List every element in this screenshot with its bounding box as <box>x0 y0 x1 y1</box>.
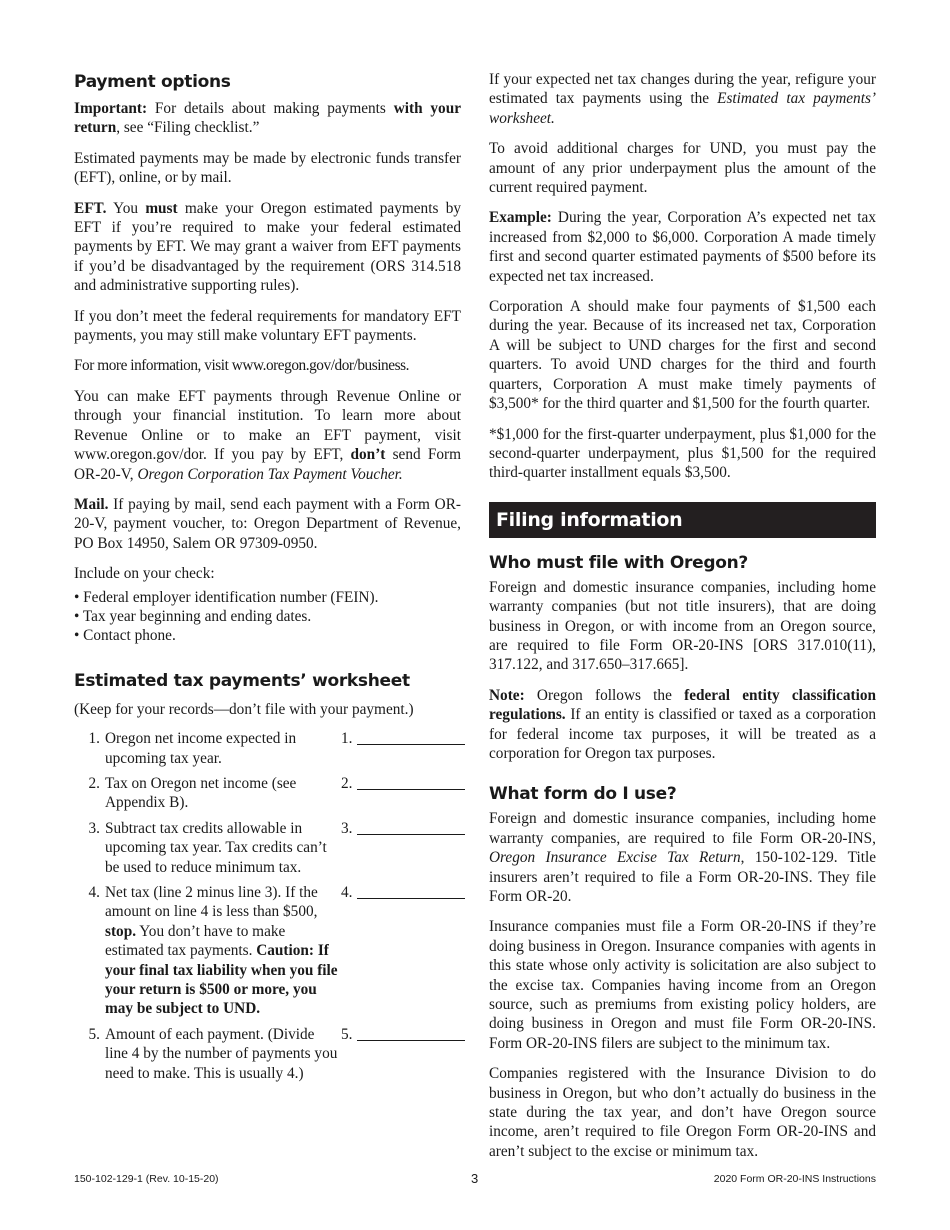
refigure-paragraph: If your expected net tax changes during the year, refigure your estimated tax payments using the Estimated tax payments’ worksheet. <box>489 71 877 127</box>
worksheet-row-text: Amount of each payment. (Divide line 4 by the number of payments you need to make. This is usually 4.) <box>105 1025 338 1082</box>
footnote-paragraph: *$1,000 for the first-quarter underpayment, plus $1,000 for the second-quarter underpayment, plus $1,500 for the required third-quarter installment equals $3,500. <box>489 425 876 482</box>
right-column <box>489 70 876 1172</box>
what-form-paragraph: Foreign and domestic insurance companies, including home warranty companies, are required to file Form OR-20-INS, Oregon Insurance Excise Tax Return, 150-102-129. Title insurers aren’t required to file a Form OR-20-INS. They file Form OR-20. <box>489 810 877 905</box>
worksheet-note: (Keep for your records—don’t file with your payment.) <box>74 700 414 718</box>
registered-companies-paragraph: Companies registered with the Insurance Division to do business in Oregon, but who don’t actually do business in the state during the tax year, and don’t have Oregon source income, aren’t required to file Oregon Form OR-20-INS and aren’t subject to the excise or minimum tax. <box>489 1065 876 1160</box>
revenue-online-paragraph: You can make EFT payments through Revenue Online or through your financial institution. To learn more about Revenue Online or to make an EFT payment, visit www.oregon.gov/dor. If you pay by EFT, don’t send Form OR-20-V, Oregon Corporation Tax Payment Voucher. <box>74 387 462 483</box>
form-number: 150-102-129-1 (Rev. 10-15-20) <box>74 1173 219 1185</box>
worksheet-entry <box>341 774 465 813</box>
worksheet-row-number: 5. <box>88 1025 100 1043</box>
worksheet-row-3 <box>74 819 461 877</box>
worksheet-entry <box>341 883 465 1019</box>
amount-entry-line[interactable] <box>357 883 465 899</box>
worksheet-row-text: Tax on Oregon net income (see Appendix B). <box>105 774 297 812</box>
voluntary-eft-paragraph: If you don’t meet the federal requirements for mandatory EFT payments, you may still make voluntary EFT payments. <box>74 307 461 345</box>
entry-line-number: 5. <box>341 1025 353 1043</box>
left-column <box>74 70 461 1089</box>
who-must-file-paragraph: Foreign and domestic insurance companies, including home warranty companies (but not title insurers), that are doing business in Oregon, or with income from an Oregon source, are required to file Form OR-20-INS [ORS 317.010(11), 317.122, and 317.650–317.665]. <box>489 578 876 674</box>
list-item: • Contact phone. <box>74 627 176 645</box>
doing-business-paragraph: Insurance companies must file a Form OR-20-INS if they’re doing business in Oregon. Insurance companies with agents in this state whose only activity is solicitation are also subject to the excise tax. Companies having income from an Oregon source, such as premiums from existing policy holders, are doing business in Oregon and must file Form OR-20-INS. Form OR-20-INS filers are subject to the minimum tax. <box>489 918 876 1052</box>
amount-entry-line[interactable] <box>357 1025 465 1041</box>
document-title: 2020 Form OR-20-INS Instructions <box>713 1173 876 1185</box>
worksheet-row-number: 1. <box>88 730 100 748</box>
worksheet-table <box>74 729 461 1083</box>
example-paragraph: Example: During the year, Corporation A’s expected net tax increased from $2,000 to $6,000. Corporation A made timely first and second quarter estimated payments of $500 before its expected net tax increased. <box>489 209 876 285</box>
what-form-heading: What form do I use? <box>489 784 677 805</box>
mail-paragraph: Mail. If paying by mail, send each payment with a Form OR-20-V, payment voucher, to: Oregon Department of Revenue, PO Box 14950, Salem OR 97309-0950. <box>74 495 461 552</box>
worksheet-entry <box>341 729 465 768</box>
worksheet-row-4 <box>74 883 461 1019</box>
worksheet-row-5 <box>74 1025 461 1083</box>
list-item: • Tax year beginning and ending dates. <box>74 607 312 625</box>
list-item: • Federal employer identification number (FEIN). <box>74 588 379 606</box>
amount-entry-line[interactable] <box>357 819 465 835</box>
amount-entry-line[interactable] <box>357 729 465 745</box>
worksheet-row-number: 2. <box>88 774 100 792</box>
check-items-list <box>74 588 461 646</box>
who-must-file-heading: Who must file with Oregon? <box>489 552 748 573</box>
more-info-paragraph: For more information, visit www.oregon.gov/dor/business. <box>74 357 409 375</box>
worksheet-entry <box>341 1025 465 1083</box>
estimated-payments-paragraph: Estimated payments may be made by electronic funds transfer (EFT), online, or by mail. <box>74 149 461 187</box>
worksheet-row-number: 3. <box>88 819 100 837</box>
include-check-label: Include on your check: <box>74 565 215 583</box>
entry-line-number: 1. <box>341 730 353 748</box>
avoid-charges-paragraph: To avoid additional charges for UND, you must pay the amount of any prior underpayment plus the amount of the current required payment. <box>489 140 876 197</box>
worksheet-row-number: 4. <box>88 884 100 901</box>
note-paragraph: Note: Oregon follows the federal entity classification regulations. If an entity is classified or taxed as a corporation for federal income tax purposes, it will be treated as a corporation for Oregon tax purposes. <box>489 686 876 762</box>
four-payments-paragraph: Corporation A should make four payments of $1,500 each during the year. Because of its increased net tax, Corporation A will be subject to UND charges for the first and second quarters. To avoid UND charges for the third and fourth quarters, Corporation A must make timely payments of $3,500* for the third quarter and $1,500 for the fourth quarter. <box>489 298 876 413</box>
page-number: 3 <box>471 1171 479 1186</box>
payment-options-heading: Payment options <box>74 72 231 92</box>
worksheet-row-text: Net tax (line 2 minus line 3). If the amount on line 4 is less than $500, stop. You don’t have to make estimated tax payments. Caution: If your final tax liability when you file your return is $500 or more, you may be subject to UND. <box>105 884 338 1018</box>
worksheet-row-text: Subtract tax credits allowable in upcoming tax year. Tax credits can’t be used to reduce minimum tax. <box>105 819 327 876</box>
worksheet-entry <box>341 819 465 877</box>
worksheet-row-text: Oregon net income expected in upcoming tax year. <box>105 730 297 767</box>
amount-entry-line[interactable] <box>357 774 465 790</box>
entry-line-number: 3. <box>341 819 353 837</box>
eft-paragraph: EFT. You must make your Oregon estimated payments by EFT if you’re required to make your federal estimated payments by EFT. We may grant a waiver from EFT payments if you’d be disadvantaged by the requirement (ORS 314.518 and administrative supporting rules). <box>74 199 461 295</box>
filing-information-banner: Filing information <box>489 502 876 538</box>
worksheet-row-1 <box>74 729 461 768</box>
worksheet-row-2 <box>74 774 461 813</box>
important-paragraph: Important: For details about making payments with your return, see “Filing checklist.” <box>74 100 461 137</box>
entry-line-number: 4. <box>341 884 353 901</box>
entry-line-number: 2. <box>341 774 353 792</box>
worksheet-heading: Estimated tax payments’ worksheet <box>74 670 410 691</box>
